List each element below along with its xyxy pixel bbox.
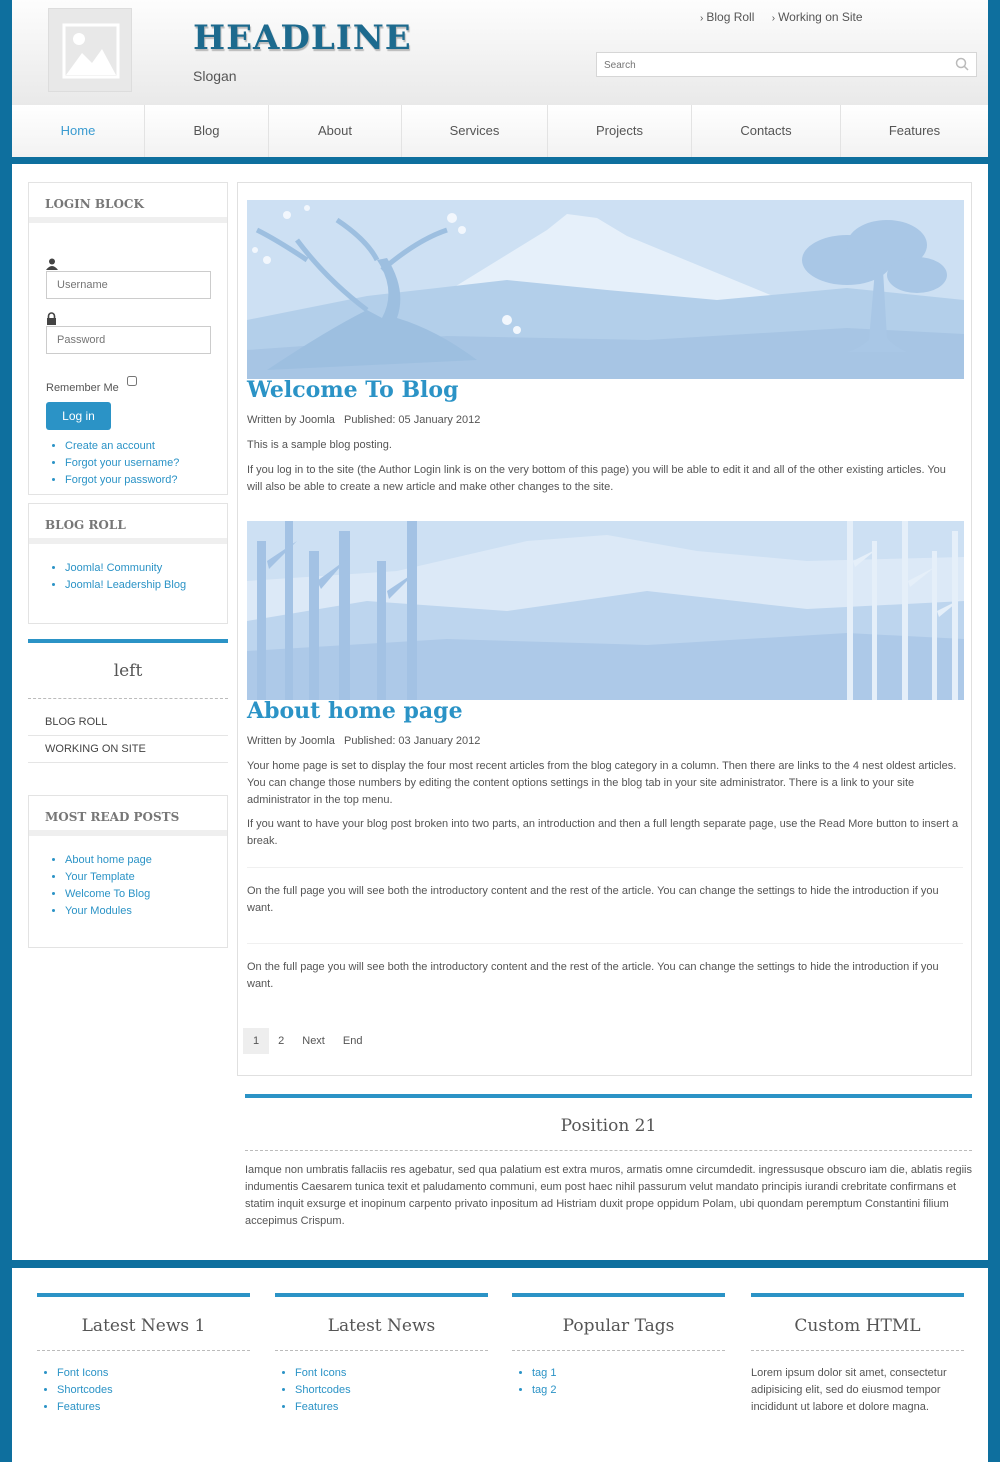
chevron-right-icon: › — [771, 13, 776, 24]
footer-col-custom-html — [751, 1293, 964, 1416]
most-read-links — [29, 852, 227, 920]
footer-col-title: Popular Tags — [512, 1297, 725, 1351]
footer-link[interactable]: • Font Icons — [295, 1365, 488, 1382]
position-21-title: Position 21 — [245, 1098, 972, 1151]
remember-me-label: Remember Me — [46, 382, 119, 394]
forgot-password-link[interactable]: • Forgot your password? — [65, 472, 179, 489]
login-module — [28, 182, 228, 495]
login-button[interactable]: Log in — [46, 402, 111, 430]
nav-item-projects[interactable]: Projects — [548, 105, 692, 157]
main-nav — [12, 105, 988, 157]
remember-me-checkbox[interactable] — [127, 376, 137, 386]
password-field[interactable] — [46, 326, 211, 354]
blog-roll-link[interactable]: • Joomla! Community — [65, 560, 227, 577]
image-icon — [62, 23, 120, 79]
footer-link[interactable]: • Shortcodes — [57, 1382, 250, 1399]
divider — [247, 867, 963, 868]
article-published: Published: 03 January 2012 — [344, 735, 481, 747]
footer-link[interactable]: • Features — [295, 1399, 488, 1416]
footer-col-latest-news-1 — [37, 1293, 250, 1416]
footer-link[interactable]: • Features — [57, 1399, 250, 1416]
blog-roll-link[interactable]: • Joomla! Leadership Blog — [65, 577, 227, 594]
search-box — [596, 52, 977, 77]
article-title[interactable]: Welcome To Blog — [247, 377, 459, 403]
article-image-bamboo[interactable] — [247, 521, 964, 700]
login-module-title: LOGIN BLOCK — [29, 183, 227, 223]
site-header — [12, 0, 988, 105]
article-meta — [247, 412, 963, 429]
site-slogan: Slogan — [193, 68, 237, 84]
end-page-button[interactable]: End — [342, 1035, 363, 1047]
page-1-button[interactable]: 1 — [243, 1028, 269, 1054]
top-link-blog-roll[interactable]: › Blog Roll — [700, 10, 755, 24]
article-title[interactable]: About home page — [247, 698, 463, 724]
top-links — [700, 10, 877, 24]
top-link-working-on-site[interactable]: › Working on Site — [771, 10, 863, 24]
custom-html-text: Lorem ipsum dolor sit amet, consectetur adipisicing elit, sed do eiusmod tempor incididunt ut labore et dolore magna. — [751, 1367, 947, 1413]
nav-item-features[interactable]: Features — [888, 123, 941, 138]
most-read-link[interactable]: • Your Template — [65, 869, 227, 886]
footer-col-title: Latest News — [275, 1297, 488, 1351]
footer-link[interactable]: • Shortcodes — [295, 1382, 488, 1399]
position-21-module — [245, 1094, 972, 1230]
menu-item-working-on-site[interactable]: WORKING ON SITE — [28, 736, 228, 763]
footer-links — [275, 1365, 488, 1416]
footer-col-popular-tags — [512, 1293, 725, 1399]
article-image-mountain[interactable] — [247, 200, 964, 379]
forgot-username-link[interactable]: • Forgot your username? — [65, 455, 179, 472]
blog-content — [237, 182, 972, 1076]
blog-roll-links — [29, 560, 227, 594]
nav-item-services[interactable]: Services — [402, 105, 548, 157]
pagination — [243, 1028, 371, 1054]
most-read-link[interactable]: • About home page — [65, 852, 227, 869]
site-footer — [12, 1268, 988, 1462]
article-paragraph: Your home page is set to display the four most recent articles from the blog category in a column. Then there are links to the 4 nest oldest articles. You can change those numbers by editing the content options settings in the blog tab in your site administrator. There is a link to your site administrator in the top menu. — [247, 760, 957, 806]
footer-col-title: Latest News 1 — [37, 1297, 250, 1351]
article-author: Written by Joomla — [247, 414, 335, 426]
username-field[interactable] — [46, 271, 211, 299]
left-module-title: left — [28, 643, 228, 699]
next-page-button[interactable]: Next — [302, 1035, 325, 1047]
article-paragraph: This is a sample blog posting. — [247, 439, 392, 451]
main-area — [12, 164, 988, 1260]
search-input[interactable] — [597, 54, 937, 77]
create-account-link[interactable]: • Create an account — [65, 438, 179, 455]
divider — [247, 943, 963, 944]
login-links — [29, 438, 179, 489]
footer-col-latest-news — [275, 1293, 488, 1416]
menu-item-blog-roll[interactable]: BLOG ROLL — [28, 709, 228, 736]
footer-links — [37, 1365, 250, 1416]
logo-image-placeholder[interactable] — [48, 8, 132, 92]
nav-item-home[interactable]: Home — [12, 105, 145, 157]
footer-link[interactable]: • Font Icons — [57, 1365, 250, 1382]
footer-col-title: Custom HTML — [751, 1297, 964, 1351]
article-author: Written by Joomla — [247, 735, 335, 747]
blog-roll-module — [28, 503, 228, 624]
article-paragraph: On the full page you will see both the introductory content and the rest of the article. You can change the settings to hide the introduction if you want. — [247, 961, 939, 990]
most-read-link[interactable]: • Your Modules — [65, 903, 227, 920]
tag-link[interactable]: • tag 2 — [532, 1382, 725, 1399]
left-menu-module — [28, 639, 228, 763]
nav-item-about[interactable]: About — [269, 105, 402, 157]
search-icon[interactable] — [955, 57, 969, 71]
most-read-link[interactable]: • Welcome To Blog — [65, 886, 227, 903]
page-2-button[interactable]: 2 — [278, 1035, 285, 1047]
position-21-text: Iamque non umbratis fallaciis res agebatur, sed qua palatium est extra muros, armatis omne circumdedit. ingressusque obscuro iam die, ablatis regiis indumentis Caesarem tunica texit et paludamento communi, eum post haec nihil passurum velut mandato principis iurandi crebritate confirmans et statim inquit exsurge et inopinum carpento privato inpositum ad Histriam duxit prope oppidum Polam, ubi quondam peremptum Constantini filium accepimus Crispum. — [245, 1164, 972, 1227]
article-paragraph: On the full page you will see both the introductory content and the rest of the article. You can change the settings to hide the introduction if you want. — [247, 885, 939, 914]
nav-item-blog[interactable]: Blog — [145, 105, 269, 157]
nav-item-contacts[interactable]: Contacts — [692, 105, 841, 157]
remember-me-row — [46, 376, 137, 395]
article-meta — [247, 733, 963, 750]
chevron-right-icon: › — [700, 13, 704, 24]
most-read-module — [28, 795, 228, 948]
article-published: Published: 05 January 2012 — [344, 414, 481, 426]
footer-tags — [512, 1365, 725, 1399]
site-headline[interactable]: HEADLINE — [193, 18, 412, 58]
blog-roll-title: BLOG ROLL — [29, 504, 227, 544]
tag-link[interactable]: • tag 1 — [532, 1365, 725, 1382]
article-paragraph: If you log in to the site (the Author Login link is on the very bottom of this page) you will be able to edit it and all of the other existing articles. You will also be able to create a new article and make other changes to the site. — [247, 464, 946, 493]
article-paragraph: If you want to have your blog post broken into two parts, an introduction and then a full length separate page, use the Read More button to insert a break. — [247, 818, 959, 847]
most-read-title: MOST READ POSTS — [29, 796, 227, 836]
